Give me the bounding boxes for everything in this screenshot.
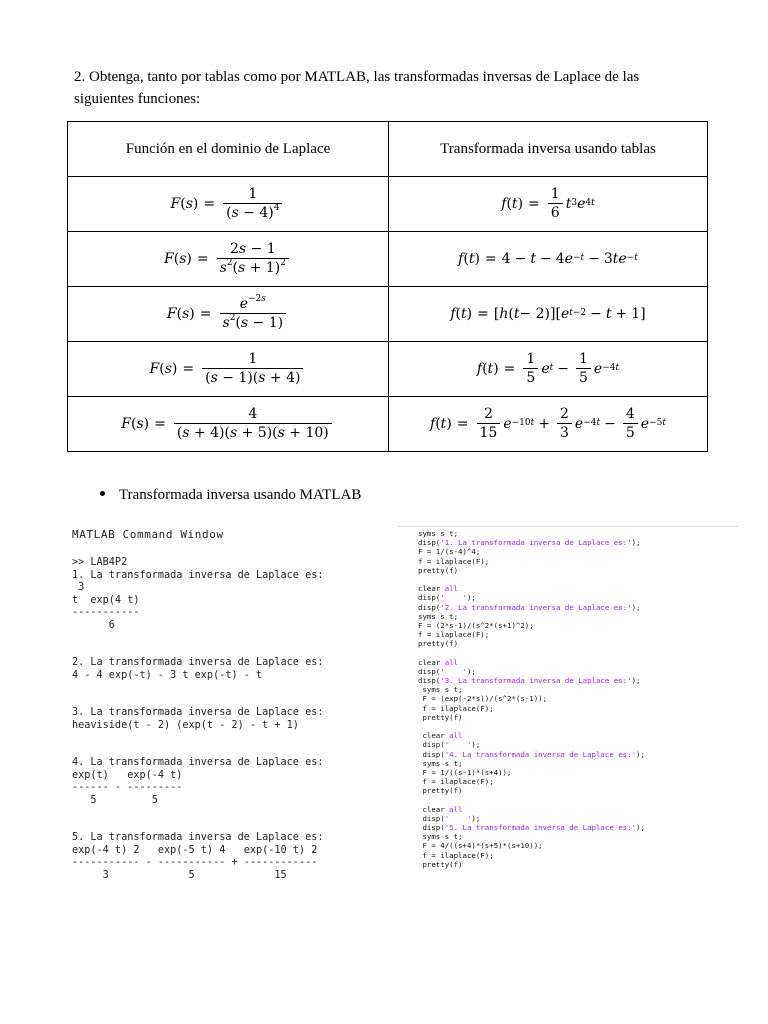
- output-line: 6: [72, 619, 115, 631]
- laplace-function-4: F ( s ) = $\frac{1}{(s - 1)(s + 4)}$: [68, 342, 389, 397]
- output-line: 3: [72, 582, 85, 593]
- code-token: pretty(f): [418, 565, 459, 575]
- inverse-result-1: f ( t ) = $\frac{1}{6}$ t $^3$ e $^{4t}$: [389, 177, 708, 232]
- output-line: [72, 695, 372, 708]
- code-line: [418, 538, 748, 547]
- laplace-function-3: F ( s ) = $\frac{e^{-2s}}{s^2(s - 1)}$: [68, 287, 389, 342]
- script-code: [418, 529, 748, 869]
- code-token-str: ' ': [440, 593, 467, 603]
- code-token: disp(: [418, 593, 441, 603]
- code-token: F = 1/((s-1)*(s+4));: [418, 767, 512, 777]
- code-token: f = ilaplace(F);: [418, 850, 494, 860]
- inverse-result-5: f ( t ) = $\frac{2}{15}$ e $^{-10t}$ + $\frac{2}{3}$ e $^{-4t}$ − $\frac{4}{5}$ e $^{-5t}$: [389, 397, 708, 452]
- table-row: [68, 397, 708, 452]
- code-line: [418, 621, 748, 630]
- code-token-str: '2. La transformada inversa de Laplace es:': [440, 602, 632, 612]
- output-line: ------ - ---------: [72, 782, 183, 793]
- code-token: );: [636, 749, 645, 759]
- code-token: disp(: [418, 676, 441, 685]
- output-line: exp(t) exp(-4 t): [72, 769, 183, 781]
- code-line: [418, 557, 748, 566]
- bullet-item: [100, 487, 361, 504]
- code-token: );: [631, 602, 641, 612]
- code-line: [418, 648, 748, 657]
- table-row: [68, 342, 708, 397]
- output-line: exp(-4 t) 2 exp(-5 t) 4 exp(-10 t) 2: [72, 844, 318, 856]
- code-line: [418, 713, 748, 722]
- output-line: 5. La transformada inversa de Laplace es:: [72, 832, 324, 843]
- code-token: f = ilaplace(F);: [418, 703, 494, 713]
- code-token: syms s t;: [418, 758, 463, 768]
- table-header-row: [68, 122, 708, 177]
- matlab-script: [418, 526, 748, 869]
- table-row: [68, 177, 708, 232]
- code-line: [418, 860, 748, 869]
- code-line: [418, 795, 748, 804]
- code-token: disp(: [418, 823, 445, 832]
- problem-statement-line-1: 2. Obtenga, tanto por tablas como por MATLAB, las transformadas inversas de Laplace de las: [74, 69, 640, 85]
- code-token: disp(: [418, 749, 445, 759]
- code-line: [418, 639, 748, 648]
- command-window-title: MATLAB Command Window: [72, 528, 224, 541]
- code-token-str: '1. La transformada inversa de Laplace es:': [440, 538, 632, 548]
- code-token: disp(: [418, 813, 445, 823]
- output-line: >> LAB4P2: [72, 557, 128, 568]
- inverse-result-2: f ( t ) = 4 − t − 4 e $^{-t}$ − 3 te $^{-t}$: [389, 232, 708, 287]
- code-token: F = (2*s-1)/(s^2*(s+1)^2);: [418, 620, 534, 630]
- code-token: syms s t;: [418, 611, 459, 621]
- code-token: pretty(f): [418, 786, 463, 796]
- code-token-kw: all: [444, 657, 459, 667]
- output-line: 2. La transformada inversa de Laplace es:: [72, 657, 324, 668]
- code-token: );: [471, 813, 481, 823]
- code-token: disp(: [418, 538, 441, 548]
- code-token: F = 1/(s-4)^4;: [418, 547, 481, 557]
- code-line: [418, 685, 748, 694]
- code-line: [418, 575, 748, 584]
- code-token: );: [631, 538, 641, 548]
- code-token: clear: [418, 731, 450, 741]
- code-token-str: ' ': [444, 740, 472, 750]
- code-line: [418, 612, 748, 621]
- code-line: [418, 786, 748, 795]
- code-token: syms s t;: [418, 685, 463, 695]
- problem-statement-line-2: siguientes funciones:: [74, 91, 201, 107]
- code-token: disp(: [418, 740, 445, 750]
- inverse-result-3: f ( t ) = [ h ( t − 2)][ e $^{t -2}$ − t + 1]: [389, 287, 708, 342]
- code-line: [418, 704, 748, 713]
- output-line: -----------: [72, 607, 140, 618]
- code-line: [418, 731, 748, 740]
- code-token: syms s t;: [418, 832, 463, 842]
- code-line: [418, 593, 748, 602]
- output-line: [72, 820, 372, 833]
- code-token: f = ilaplace(F);: [418, 630, 490, 640]
- code-line: [418, 851, 748, 860]
- code-line: [418, 722, 748, 731]
- header-laplace-domain: Función en el dominio de Laplace: [68, 122, 389, 177]
- output-line: [72, 807, 372, 820]
- code-line: [418, 603, 748, 612]
- code-line: [418, 630, 748, 639]
- inverse-result-4: f ( t ) = $\frac{1}{5}$ e $^t$ − $\frac{1}{5}$ e $^{-4t}$: [389, 342, 708, 397]
- code-line: [418, 750, 748, 759]
- problem-statement: [74, 66, 714, 110]
- code-token: clear: [418, 804, 450, 814]
- code-token: );: [636, 823, 645, 832]
- header-inverse-table: Transformada inversa usando tablas: [389, 122, 708, 177]
- code-token-kw: all: [449, 731, 463, 741]
- code-token: clear: [418, 657, 445, 667]
- code-token: f = ilaplace(F);: [418, 777, 494, 787]
- code-token: disp(: [418, 666, 441, 676]
- code-line: [418, 841, 748, 850]
- table-row: [68, 287, 708, 342]
- output-line: [72, 682, 372, 695]
- code-line: [418, 694, 748, 703]
- code-token: );: [631, 676, 641, 685]
- output-line: 1. La transformada inversa de Laplace es:: [72, 569, 324, 581]
- code-token: F = (exp(-2*s))/(s^2*(s-1));: [418, 694, 548, 704]
- code-token: );: [466, 593, 476, 603]
- code-token-kw: all: [444, 584, 459, 594]
- output-line: ----------- - ----------- + ------------: [72, 857, 318, 868]
- code-line: [418, 768, 748, 777]
- code-line: [418, 667, 748, 676]
- code-token: F = 4/((s+4)*(s+5)*(s+10));: [418, 841, 543, 851]
- code-line: [418, 658, 748, 667]
- bullet-text: Transformada inversa usando MATLAB: [119, 487, 362, 503]
- code-token-kw: all: [449, 804, 463, 814]
- output-line: [72, 732, 372, 745]
- code-line: [418, 529, 748, 538]
- code-line: [418, 584, 748, 593]
- output-line: 5 5: [72, 794, 158, 806]
- code-token: pretty(f): [418, 859, 463, 869]
- bullet-dot-icon: [100, 491, 105, 496]
- code-token-str: ' ': [440, 666, 467, 676]
- code-token-str: '3. La transformada inversa de Laplace es:': [440, 676, 632, 685]
- code-token: );: [471, 740, 481, 750]
- output-line: [72, 745, 372, 758]
- code-line: [418, 566, 748, 575]
- laplace-function-2: F ( s ) = $\frac{2s - 1}{s^2(s + 1)^2}$: [68, 232, 389, 287]
- code-token-str: ' ': [444, 813, 472, 823]
- output-line: t exp(4 t): [72, 594, 140, 606]
- code-token: );: [466, 666, 476, 676]
- script-divider: [398, 526, 738, 527]
- output-line: 4 - 4 exp(-t) - 3 t exp(-t) - t: [72, 669, 263, 681]
- table-row: [68, 232, 708, 287]
- matlab-command-window: [72, 528, 372, 882]
- code-token: pretty(f): [418, 712, 463, 722]
- output-line: [72, 645, 372, 658]
- code-line: [418, 777, 748, 786]
- output-line: 4. La transformada inversa de Laplace es:: [72, 757, 324, 768]
- code-token: disp(: [418, 602, 441, 612]
- code-token: clear: [418, 584, 445, 594]
- code-line: [418, 832, 748, 841]
- code-token: f = ilaplace(F);: [418, 556, 490, 566]
- output-line: heaviside(t - 2) (exp(t - 2) - t + 1): [72, 719, 299, 731]
- code-token: pretty(f): [418, 639, 459, 649]
- code-line: [418, 805, 748, 814]
- laplace-function-5: F ( s ) = $\frac{4}{(s + 4)(s + 5)(s + 10)}$: [68, 397, 389, 452]
- command-window-output: [72, 557, 372, 882]
- code-line: [418, 740, 748, 749]
- code-token-str: '5. La transformada inversa de Laplace es:': [444, 823, 637, 832]
- code-token-str: '4. La transformada inversa de Laplace es:': [444, 749, 637, 759]
- code-line: [418, 823, 748, 832]
- code-line: [418, 547, 748, 556]
- code-token: syms s t;: [418, 529, 459, 538]
- laplace-function-1: F ( s ) = $\frac{1}{(s - 4)^4}$: [68, 177, 389, 232]
- output-line: 3. La transformada inversa de Laplace es:: [72, 707, 324, 718]
- laplace-table: [67, 121, 708, 452]
- code-line: [418, 759, 748, 768]
- code-line: [418, 676, 748, 685]
- code-line: [418, 814, 748, 823]
- output-line: 3 5 15: [72, 869, 287, 881]
- output-line: [72, 632, 372, 645]
